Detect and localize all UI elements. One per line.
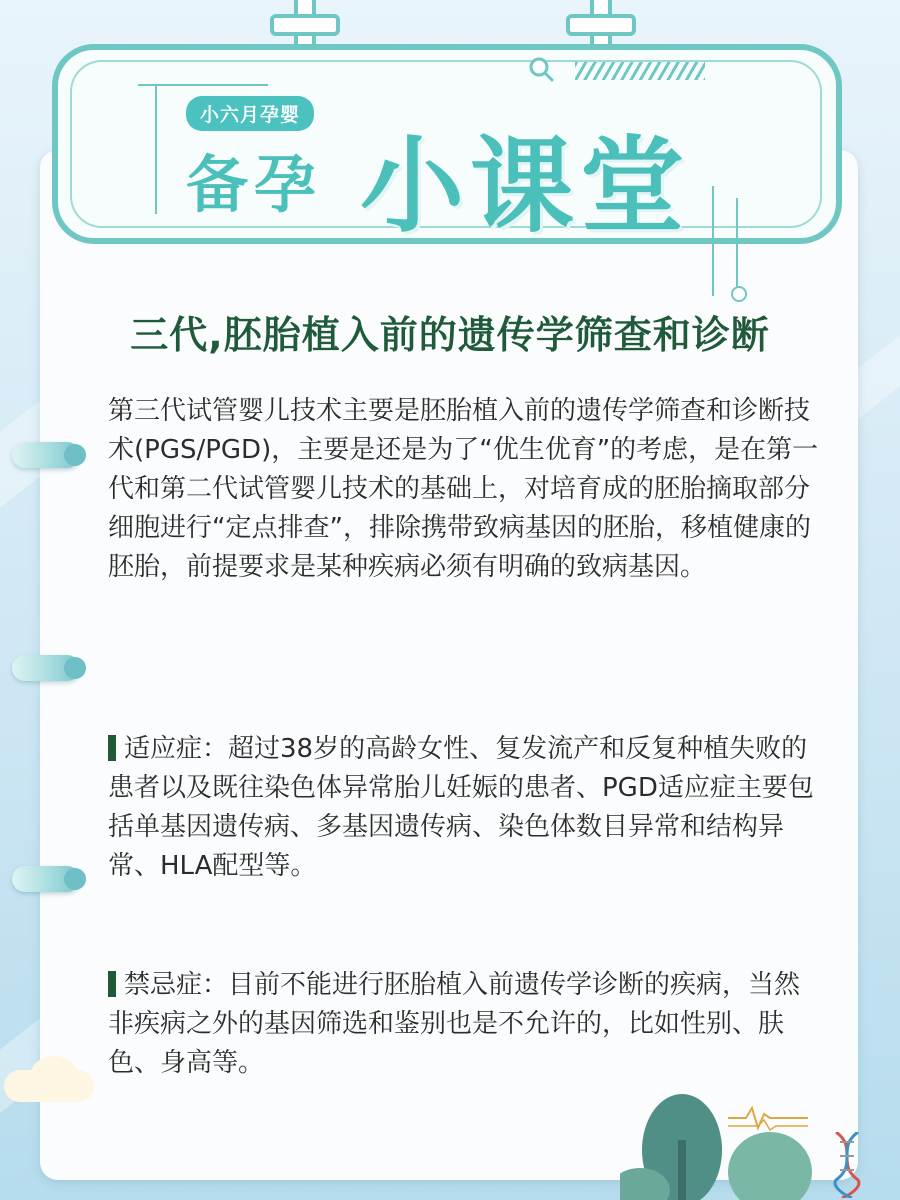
contraindications-text: 禁忌症：目前不能进行胚胎植入前遗传学诊断的疾病，当然非疾病之外的基因筛选和鉴别也是不允许的，比如性别、肤色、身高等。 bbox=[108, 970, 801, 1078]
brand-badge: 小六月孕婴 bbox=[186, 96, 314, 131]
header-title-big: 小课堂 bbox=[360, 125, 691, 247]
magnifier-icon bbox=[528, 56, 554, 82]
binder-ring-icon bbox=[12, 866, 80, 892]
section-marker-bar bbox=[108, 735, 116, 761]
binder-ring-icon bbox=[12, 655, 80, 681]
hatch-decoration bbox=[575, 62, 705, 80]
contraindications-paragraph bbox=[108, 966, 820, 1083]
header-title-small: 备孕 bbox=[186, 148, 323, 221]
deco-line bbox=[736, 198, 738, 288]
indications-text: 适应症：超过38岁的高龄女性、复发流产和反复种植失败的患者以及既往染色体异常胎儿妊娠的患者、PGD适应症主要包括单基因遗传病、多基因遗传病、染色体数目异常和结构异常、HLA配型等。 bbox=[108, 734, 814, 881]
deco-line bbox=[712, 186, 714, 296]
binder-ring-icon bbox=[12, 442, 80, 468]
plus-cross-icon bbox=[270, 0, 340, 50]
plus-cross-icon bbox=[566, 0, 636, 50]
indications-paragraph bbox=[108, 730, 820, 886]
deco-line bbox=[138, 84, 268, 86]
heartbeat-icon bbox=[728, 1104, 808, 1132]
cloud-icon bbox=[30, 1056, 78, 1096]
section-marker-bar bbox=[108, 971, 116, 997]
article-title: 三代,胚胎植入前的遗传学筛查和诊断 bbox=[130, 313, 770, 357]
deco-line bbox=[155, 84, 157, 214]
dna-icon bbox=[832, 1132, 862, 1198]
deco-dot bbox=[731, 286, 747, 302]
intro-text: 第三代试管婴儿技术主要是胚胎植入前的遗传学筛查和诊断技术(PGS/PGD)，主要是还是为了“优生优育”的考虑，是在第一代和第二代试管婴儿技术的基础上，对培育成的胚胎摘取部分细胞进行“定点排查”，排除携带致病基因的胚胎，移植健康的胚胎，前提要求是某种疾病必须有明确的致病基因。 bbox=[108, 396, 819, 582]
intro-paragraph bbox=[108, 392, 820, 587]
